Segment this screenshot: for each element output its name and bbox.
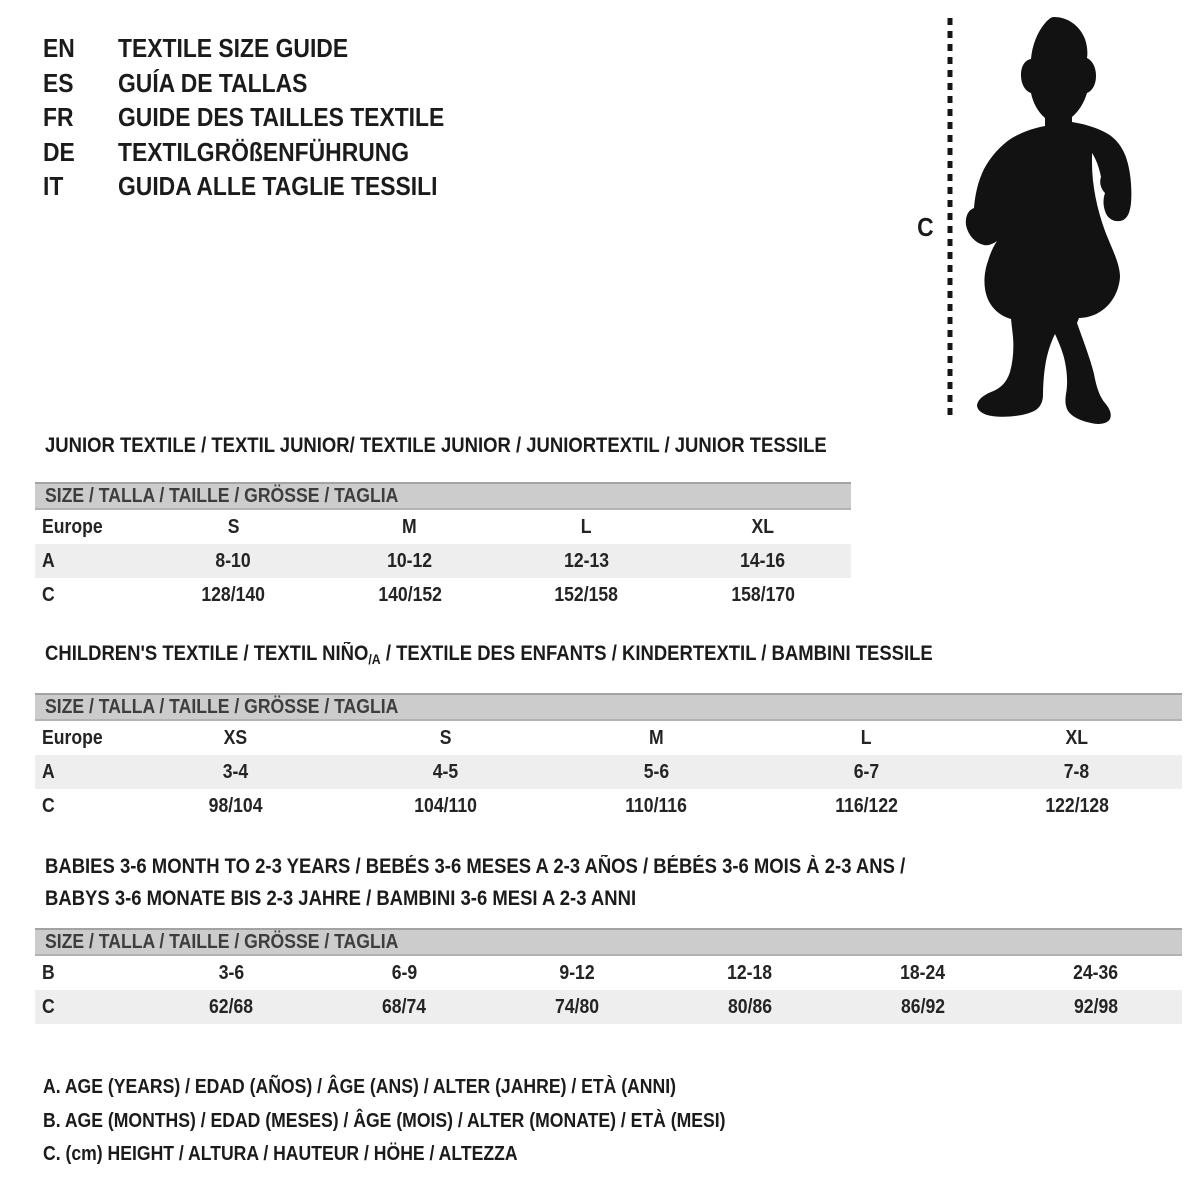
language-title-list bbox=[43, 31, 489, 204]
title-text: BABIES 3-6 MONTH TO 2-3 YEARS / BEBÉS 3-6 MESES A 2-3 AÑOS / BÉBÉS 3-6 MOIS À 2-3 ANS / bbox=[45, 855, 906, 878]
footnote-b: B. AGE (MONTHS) / EDAD (MESES) / ÂGE (MOIS) / ALTER (MONATE) / ETÀ (MESI) bbox=[43, 1109, 726, 1132]
toddler-silhouette bbox=[966, 17, 1132, 424]
size-cell: 10-12 bbox=[387, 549, 433, 572]
row-label: B bbox=[42, 961, 55, 984]
size-table bbox=[35, 693, 1182, 823]
size-header-bar bbox=[35, 482, 851, 510]
size-cell: XL bbox=[1065, 726, 1089, 749]
lang-row-fr bbox=[43, 100, 489, 135]
title-text: / TEXTILE DES ENFANTS / KINDERTEXTIL / BAMBINI TESSILE bbox=[380, 642, 933, 665]
size-cell: 24-36 bbox=[1073, 961, 1119, 984]
lang-row-de bbox=[43, 135, 489, 170]
size-cell: 122/128 bbox=[1044, 794, 1109, 817]
size-cell: 92/98 bbox=[1073, 995, 1118, 1018]
table-rows bbox=[35, 721, 1182, 823]
size-cell: 4-5 bbox=[432, 760, 459, 783]
size-cell: L bbox=[861, 726, 872, 749]
guide-title: TEXTILGRÖßENFÜHRUNG bbox=[118, 136, 410, 167]
title-text: /A bbox=[368, 651, 381, 667]
size-cell: M bbox=[402, 515, 418, 538]
row-label: C bbox=[42, 794, 55, 817]
guide-title: TEXTILE SIZE GUIDE bbox=[118, 33, 349, 63]
size-cell: 98/104 bbox=[208, 794, 263, 817]
lang-code: ES bbox=[43, 67, 74, 98]
size-cell: 12-18 bbox=[727, 961, 773, 984]
size-cell: 5-6 bbox=[643, 760, 669, 783]
section-childrens-textile bbox=[35, 643, 1182, 823]
size-cell: 140/152 bbox=[377, 583, 442, 606]
table-row bbox=[35, 544, 851, 578]
section-title-line bbox=[45, 883, 1046, 915]
lang-code: FR bbox=[43, 102, 74, 132]
lang-code: EN bbox=[43, 33, 75, 63]
title-text: JUNIOR TEXTILE / TEXTIL JUNIOR/ TEXTILE JUNIOR / JUNIORTEXTIL / JUNIOR TESSILE bbox=[45, 434, 827, 457]
size-cell: 7-8 bbox=[1064, 760, 1090, 783]
size-cell: 152/158 bbox=[554, 583, 619, 606]
size-cell: S bbox=[227, 515, 240, 538]
row-label: A bbox=[42, 760, 55, 783]
lang-row-en bbox=[43, 31, 489, 66]
size-cell: 8-10 bbox=[215, 549, 251, 572]
table-rows bbox=[35, 956, 1182, 1024]
size-cell: S bbox=[439, 726, 452, 749]
title-text: CHILDREN'S TEXTILE / TEXTIL NIÑO bbox=[45, 642, 369, 665]
size-cell: 80/86 bbox=[727, 995, 772, 1018]
size-table bbox=[35, 928, 1182, 1024]
lang-row-es bbox=[43, 66, 489, 101]
section-title bbox=[35, 851, 1182, 915]
table-row bbox=[35, 721, 1182, 755]
size-cell: 86/92 bbox=[900, 995, 945, 1018]
guide-title: GUÍA DE TALLAS bbox=[118, 67, 308, 98]
size-cell: 12-13 bbox=[563, 549, 609, 572]
guide-title: GUIDE DES TAILLES TEXTILE bbox=[118, 102, 445, 132]
size-cell: 128/140 bbox=[201, 583, 266, 606]
size-cell: 6-7 bbox=[853, 760, 880, 783]
size-cell: 3-6 bbox=[218, 961, 245, 984]
lang-code: DE bbox=[43, 136, 75, 167]
size-cell: 110/116 bbox=[625, 794, 687, 817]
size-header-label: SIZE / TALLA / TAILLE / GRÖSSE / TAGLIA bbox=[45, 930, 399, 953]
figure-measure-label: C bbox=[917, 212, 934, 242]
size-header-label: SIZE / TALLA / TAILLE / GRÖSSE / TAGLIA bbox=[45, 695, 399, 718]
size-cell: 158/170 bbox=[730, 583, 795, 606]
table-row bbox=[35, 510, 851, 544]
section-junior-textile bbox=[35, 435, 933, 612]
section-title-line bbox=[45, 435, 827, 457]
size-cell: 18-24 bbox=[900, 961, 946, 984]
footnotes bbox=[43, 1071, 819, 1172]
size-header-label: SIZE / TALLA / TAILLE / GRÖSSE / TAGLIA bbox=[45, 484, 399, 507]
footnote-a: A. AGE (YEARS) / EDAD (AÑOS) / ÂGE (ANS) / ALTER (JAHRE) / ETÀ (ANNI) bbox=[43, 1076, 676, 1098]
section-title bbox=[35, 643, 1182, 666]
title-text: BABYS 3-6 MONATE BIS 2-3 JAHRE / BAMBINI 3-6 MESI A 2-3 ANNI bbox=[45, 887, 637, 910]
lang-code: IT bbox=[43, 171, 64, 201]
row-label: A bbox=[42, 549, 55, 572]
table-row bbox=[35, 755, 1182, 789]
size-cell: 68/74 bbox=[382, 995, 427, 1018]
size-table bbox=[35, 482, 851, 612]
size-cell: XS bbox=[223, 726, 247, 749]
table-row bbox=[35, 578, 851, 612]
footnote-c: C. (cm) HEIGHT / ALTURA / HAUTEUR / HÖHE / ALTEZZA bbox=[43, 1143, 518, 1165]
size-header-bar bbox=[35, 928, 1182, 956]
lang-row-it bbox=[43, 169, 489, 204]
figure-graphic bbox=[938, 10, 1160, 425]
size-cell: 14-16 bbox=[740, 549, 786, 572]
section-title bbox=[35, 435, 933, 457]
size-header-bar bbox=[35, 693, 1182, 721]
table-row bbox=[35, 789, 1182, 823]
section-babies-textile bbox=[35, 851, 1182, 1024]
table-rows bbox=[35, 510, 851, 612]
row-label: Europe bbox=[42, 726, 103, 749]
guide-title: GUIDA ALLE TAGLIE TESSILI bbox=[118, 171, 438, 201]
row-label: C bbox=[42, 995, 55, 1018]
row-label: C bbox=[42, 583, 55, 606]
size-cell: 116/122 bbox=[835, 794, 898, 817]
row-label: Europe bbox=[42, 515, 103, 538]
size-cell: 3-4 bbox=[222, 760, 248, 783]
size-cell: 104/110 bbox=[414, 794, 477, 817]
section-title-line bbox=[45, 643, 1046, 666]
size-cell: 6-9 bbox=[391, 961, 417, 984]
section-title-line bbox=[45, 851, 1046, 883]
size-cell: XL bbox=[751, 515, 774, 538]
size-cell: M bbox=[648, 726, 664, 749]
size-cell: 9-12 bbox=[559, 961, 595, 984]
table-row bbox=[35, 956, 1182, 990]
table-row bbox=[35, 990, 1182, 1024]
size-cell: L bbox=[580, 515, 592, 538]
size-cell: 62/68 bbox=[209, 995, 254, 1018]
size-cell: 74/80 bbox=[555, 995, 600, 1018]
